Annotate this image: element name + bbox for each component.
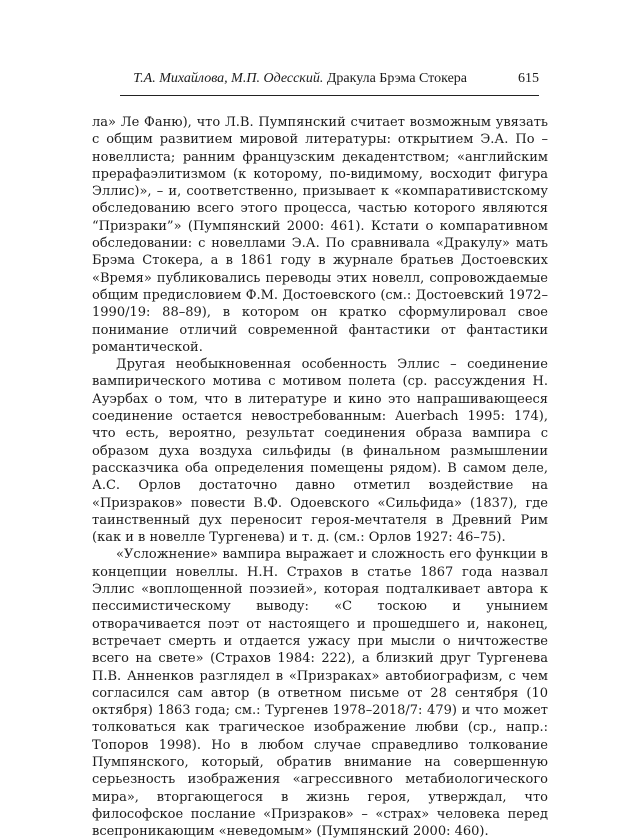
running-title (133, 71, 467, 87)
paragraph-1: ла» Ле Фаню), что Л.В. Пумпянский считает возможным увязать с общим развитием мировой литературы: открытием Э.А. По – новеллиста; ранним французским декадентством; «английским прерафаэлитизмом (к которому, по-видимому, восходит фигура Эллис)», – и, соответственно, призывает к «компаративистскому обследованию всего этого процесса, частью которого являются “Призраки”» (Пумпянский 2000: 461). Кстати о компаративном обследовании: с новеллами Э.А. По сравнивала «Дракулу» мать Брэма Стокера, а в 1861 году в журнале братьев Достоевских «Время» публиковались переводы этих новелл, сопровождаемые общим предисловием Ф.М. Достоевского (см.: Достоевский 1972–1990/19: 88–89), в котором он кратко сформулировал свое понимание отличий современной фантастики от фантастики романтической. (92, 115, 548, 355)
header-authors: Т.А. Михайлова, М.П. Одесский. (133, 71, 324, 86)
paragraph-3: «Усложнение» вампира выражает и сложность его функции в концепции новеллы. Н.Н. Страхов в статье 1867 года назвал Эллис «воплощенной поэзией», которая подталкивает автора к пессимистическому выводу: «С тоскою и унынием отворачивается поэт от настоящего и прошедшего и, наконец, встречает смерть и отдается ужасу при мысли о ничтожестве всего на свете» (Страхов 1984: 222), а близкий друг Тургенева П.В. Анненков разглядел в «Призраках» автобиографизм, с чем согласился сам автор (в ответном письме от 28 сентября (10 октября) 1863 года; см.: Тургенев 1978–2018/7: 479) и что может толковаться как трагическое изображение любви (ср., напр.: Топоров 1998). Но в любом случае справедливо толкование Пумпянского, который, обратив внимание на совершенную серьезность изображения «агрессивного метабиологического мира», вторгающегося в жизнь героя, утверждал, что философское послание «Призраков» – «страх» человека перед всепроникающим «неведомым» (Пумпянский 2000: 460). (92, 547, 548, 840)
body-text (92, 114, 548, 840)
header-rule (120, 95, 539, 96)
running-header (120, 71, 539, 91)
page-number: 615 (518, 71, 539, 86)
header-title: Дракула Брэма Стокера (326, 71, 467, 86)
paragraph-2: Другая необыкновенная особенность Эллис – соединение вампирического мотива с мотивом полета (ср. рассуждения Н. Ауэрбах о том, что в литературе и кино это напрашивающееся соединение остается невостребованным: Auerbach 1995: 174), что есть, вероятно, результат соединения образа вампира с образом духа воздуха сильфиды (в финальном размышлении рассказчика оба определения помещены рядом). В самом деле, А.С. Орлов достаточно давно отметил воздействие на «Призраков» повести В.Ф. Одоевского «Сильфида» (1837), где таинственный дух переносит героя-мечтателя в Древний Рим (как и в новелле Тургенева) и т. д. (см.: Орлов 1927: 46–75). (92, 357, 548, 546)
